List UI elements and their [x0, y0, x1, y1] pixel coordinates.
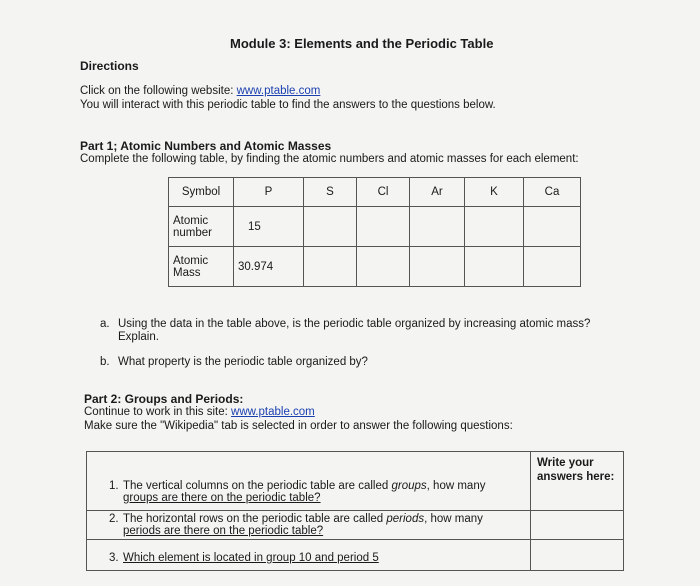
directions-prefix: Click on the following website:: [80, 85, 234, 97]
answer-cell-3[interactable]: [531, 540, 624, 571]
cell-k-number[interactable]: [465, 207, 524, 247]
cell-cl-number[interactable]: [357, 207, 410, 247]
header-cl: Cl: [357, 178, 410, 207]
questions-1-2-cell: [87, 452, 531, 511]
question-2-cell: [87, 511, 531, 540]
question-1: 1. The vertical columns on the periodic table are called groups, how many groups are there on the periodic table?: [109, 480, 486, 504]
header-symbol: Symbol: [169, 178, 234, 207]
answer-cell-1-2[interactable]: [531, 511, 624, 540]
directions-line-2: You will interact with this periodic table to find the answers to the questions below.: [80, 99, 496, 111]
question-a-line-2: Explain.: [118, 331, 159, 343]
header-ca: Ca: [524, 178, 581, 207]
question-a-line-1: Using the data in the table above, is the periodic table organized by increasing atomic mass?: [118, 318, 591, 330]
question-b-marker: b.: [100, 356, 110, 368]
cell-ar-mass[interactable]: [410, 247, 465, 287]
atomic-mass-row: [169, 247, 581, 287]
cell-p-mass[interactable]: 30.974: [234, 247, 304, 287]
directions-heading: Directions: [80, 59, 139, 73]
question-3: 3. Which element is located in group 10 and period 5: [109, 552, 379, 564]
directions-line-1: [80, 85, 320, 97]
questions-row-2: [87, 511, 624, 540]
answer-header-cell: [531, 452, 624, 511]
questions-row-1: [87, 452, 624, 511]
atomic-mass-label: Atomic Mass: [169, 247, 234, 287]
cell-s-number[interactable]: [304, 207, 357, 247]
cell-k-mass[interactable]: [465, 247, 524, 287]
part2-line-1: [84, 406, 315, 418]
ptable-link-2[interactable]: www.ptable.com: [231, 406, 315, 418]
part1-heading: Part 1; Atomic Numbers and Atomic Masses: [80, 139, 332, 153]
part1-instruction: Complete the following table, by finding the atomic numbers and atomic masses for each element:: [80, 153, 579, 165]
questions-table: [86, 451, 624, 571]
header-p: P: [234, 178, 304, 207]
cell-ar-number[interactable]: [410, 207, 465, 247]
answer-header: Write your answers here:: [537, 457, 615, 483]
cell-ca-number[interactable]: [524, 207, 581, 247]
ptable-link[interactable]: www.ptable.com: [236, 85, 321, 97]
elements-table: [168, 177, 581, 287]
part2-prefix: Continue to work in this site:: [84, 406, 228, 418]
cell-s-mass[interactable]: [304, 247, 357, 287]
elements-header-row: [169, 178, 581, 207]
part2-line-2: Make sure the "Wikipedia" tab is selected in order to answer the following questions:: [84, 420, 513, 432]
header-ar: Ar: [410, 178, 465, 207]
part2-heading: Part 2: Groups and Periods:: [84, 392, 244, 406]
cell-cl-mass[interactable]: [357, 247, 410, 287]
question-2: 2. The horizontal rows on the periodic table are called periods, how many periods are there on the periodic table?: [109, 513, 483, 537]
page-title: Module 3: Elements and the Periodic Table: [230, 36, 494, 51]
cell-ca-mass[interactable]: [524, 247, 581, 287]
question-3-cell: [87, 540, 531, 571]
atomic-number-row: [169, 207, 581, 247]
header-k: K: [465, 178, 524, 207]
question-a-marker: a.: [100, 318, 110, 330]
cell-p-number[interactable]: 15: [234, 207, 304, 247]
question-b-text: What property is the periodic table organized by?: [118, 356, 368, 368]
atomic-number-label: Atomic number: [169, 207, 234, 247]
questions-row-3: [87, 540, 624, 571]
header-s: S: [304, 178, 357, 207]
